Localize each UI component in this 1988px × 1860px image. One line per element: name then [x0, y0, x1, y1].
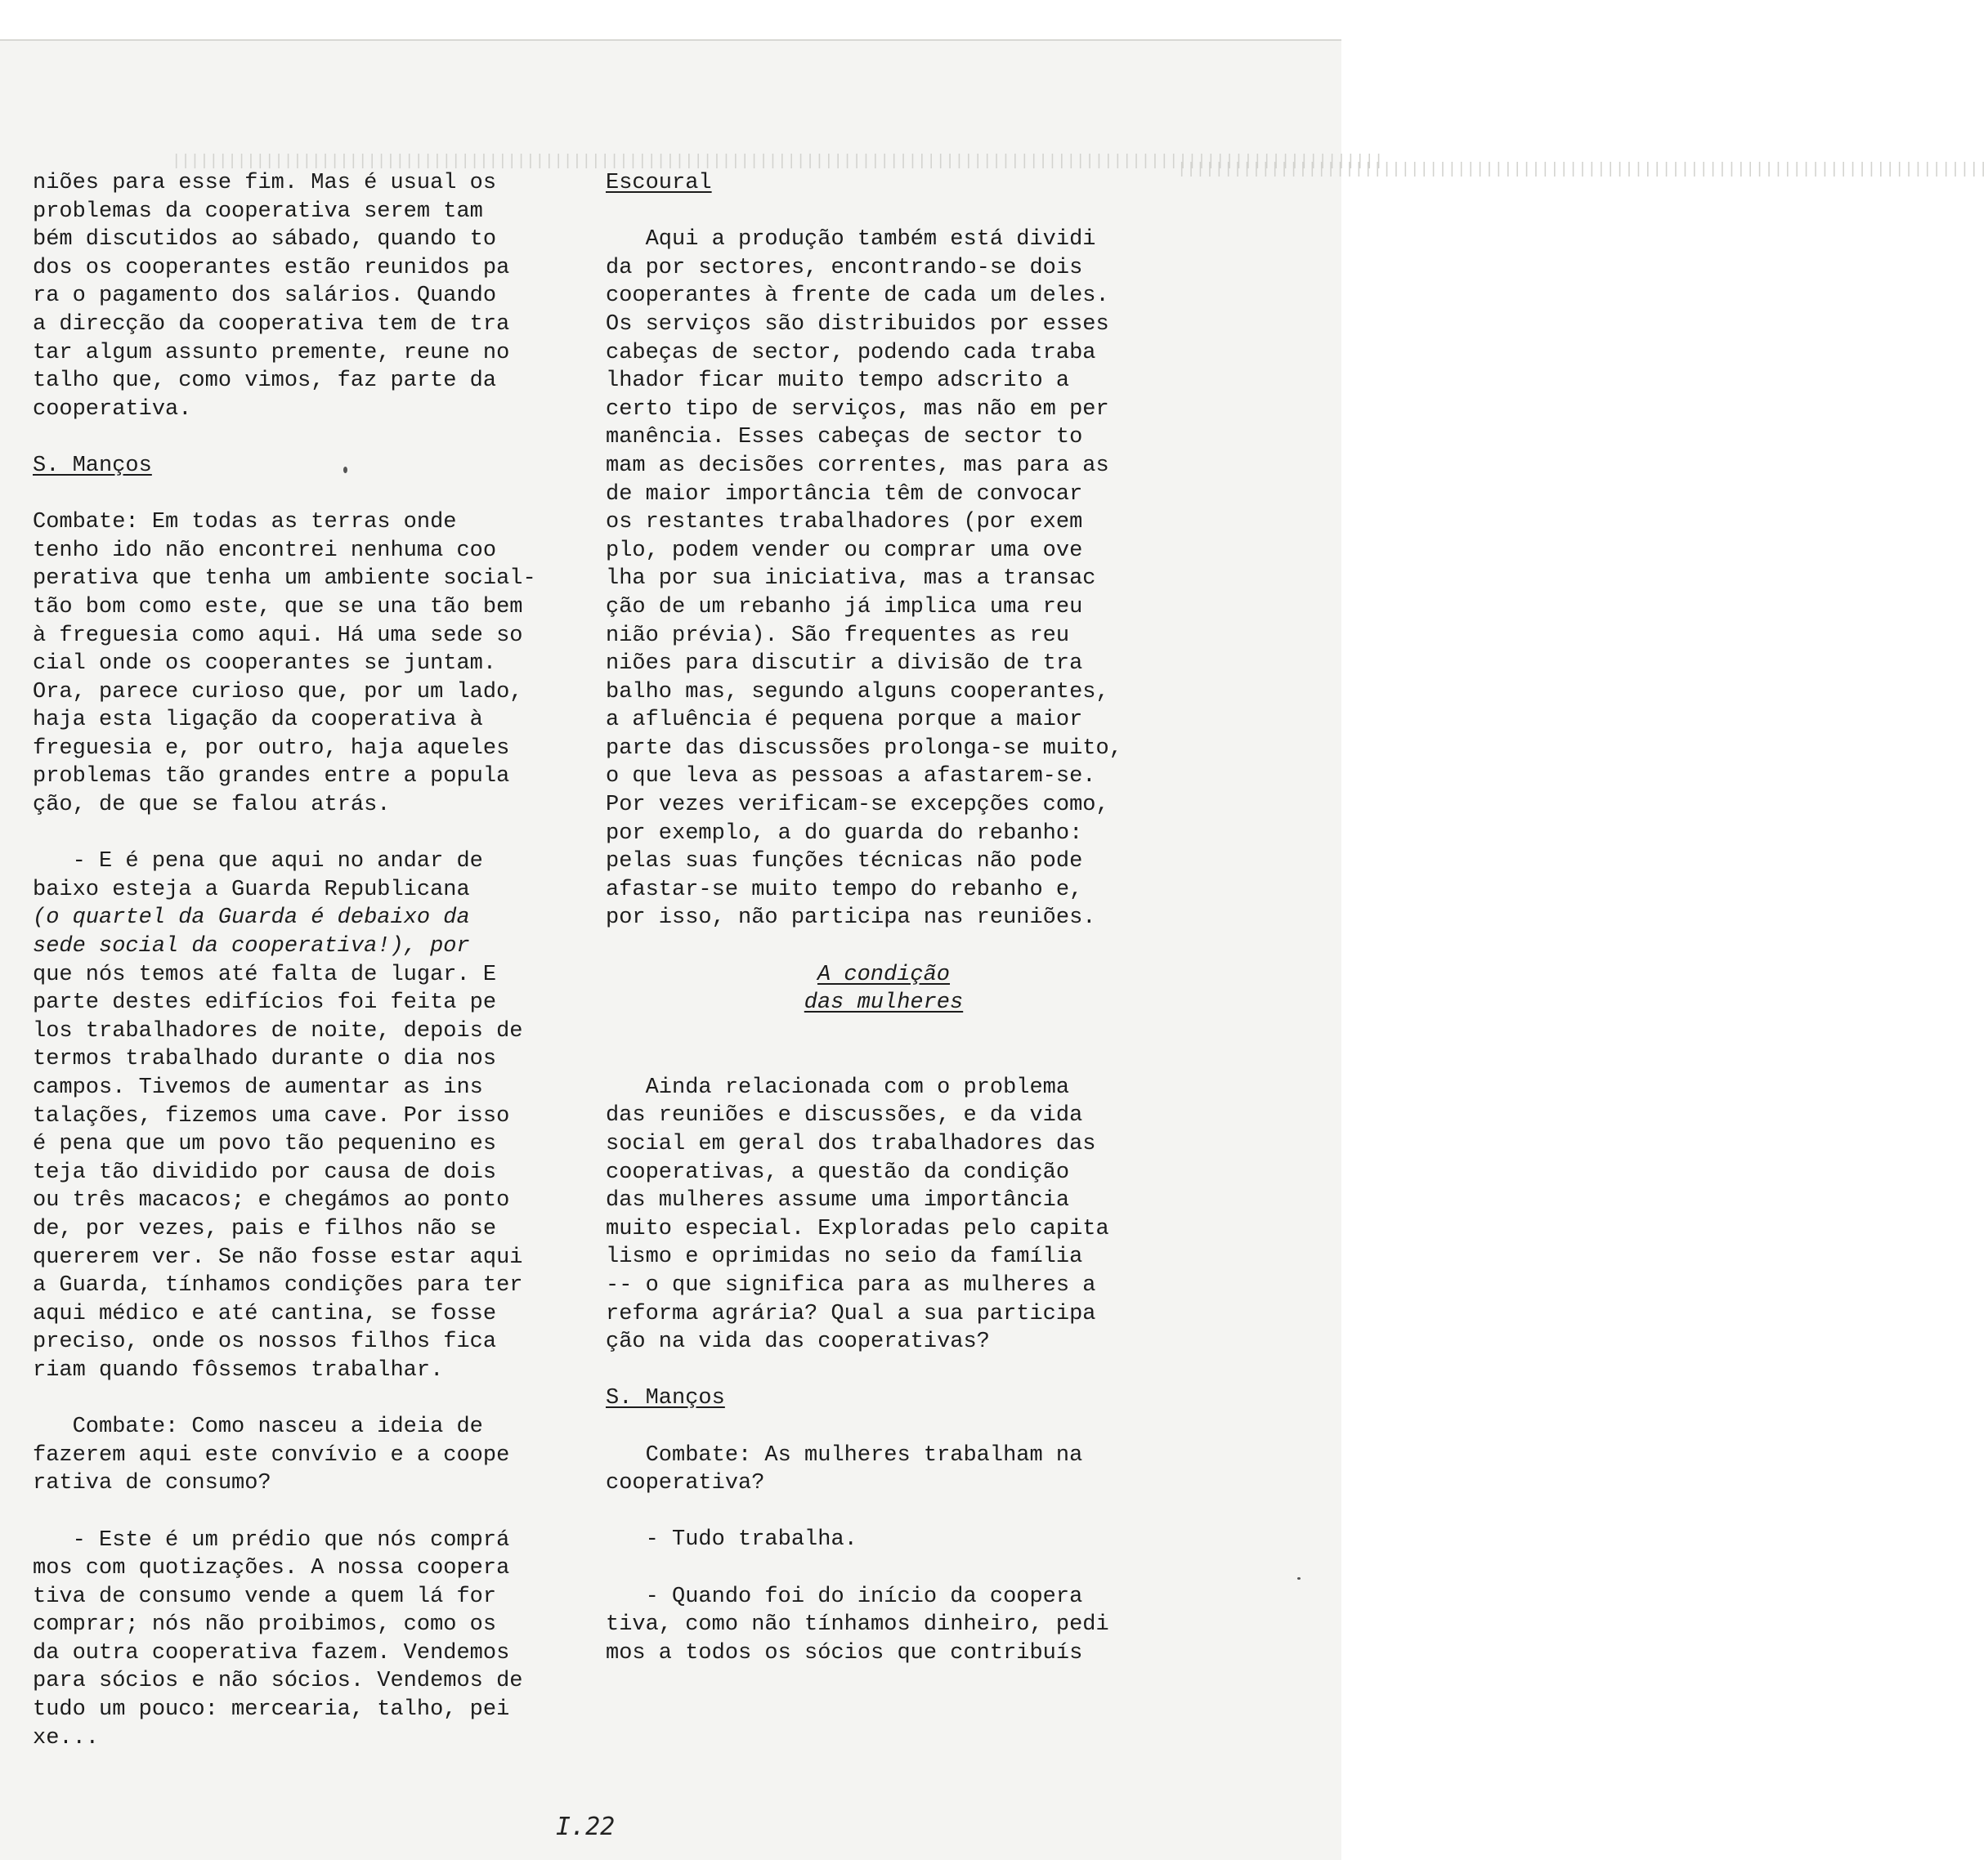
paragraph — [606, 226, 1162, 932]
text-line: Os serviços são distribuidos por esses — [606, 311, 1109, 337]
text-line: tenho ido não encontrei nenhuma coo — [33, 538, 497, 563]
text-line: de maior importância têm de convocar — [606, 481, 1083, 507]
text-line: ra o pagamento dos salários. Quando — [33, 284, 497, 309]
text-line: manência. Esses cabeças de sector to — [606, 425, 1083, 450]
section-heading-text: S. Manços — [33, 453, 152, 478]
text-line: os restantes trabalhadores (por exem — [606, 510, 1083, 535]
text-line: da por sectores, encontrando-se dois — [606, 255, 1083, 280]
text-line: Ora, parece curioso que, por um lado, — [33, 679, 523, 704]
text-line: lhador ficar muito tempo adscrito a — [606, 369, 1070, 394]
text-line: perativa que tenha um ambiente social- — [33, 566, 536, 592]
text-line: reforma agrária? Qual a sua participa — [606, 1301, 1096, 1326]
text-line: a afluência é pequena porque a maior — [606, 708, 1083, 733]
paragraph — [606, 1583, 1162, 1668]
text-line: a direcção da cooperativa tem de tra — [33, 311, 510, 337]
ink-speck — [1297, 1577, 1301, 1580]
text-line: a Guarda, tínhamos condições para ter — [33, 1273, 523, 1299]
text-line: de, por vezes, pais e filhos não se — [33, 1216, 497, 1241]
text-line: parte das discussões prolonga-se muito, — [606, 736, 1122, 761]
text-line: problemas tão grandes entre a popula — [33, 764, 510, 789]
text-line: certo tipo de serviços, mas não em per — [606, 396, 1109, 422]
text-line: por exemplo, a do guarda do rebanho: — [606, 820, 1083, 846]
text-line: tiva, como não tínhamos dinheiro, pedi — [606, 1612, 1109, 1638]
text-line: - Quando foi do início da coopera — [606, 1584, 1083, 1609]
paragraph — [33, 1527, 556, 1753]
text-line: lismo e oprimidas no seio da família — [606, 1245, 1083, 1270]
text-line: quererem ver. Se não fosse estar aqui — [33, 1245, 523, 1270]
text-line: das reuniões e discussões, e da vida — [606, 1103, 1083, 1129]
text-line: da outra cooperativa fazem. Vendemos — [33, 1640, 510, 1666]
paragraph — [606, 1442, 1162, 1498]
section-heading-text: S. Manços — [606, 1386, 725, 1411]
text-line: los trabalhadores de noite, depois de — [33, 1018, 523, 1044]
text-line: mam as decisões correntes, mas para as — [606, 453, 1109, 478]
text-line: Ainda relacionada com o problema — [606, 1075, 1070, 1100]
text-line: - E é pena que aqui no andar de — [33, 849, 483, 874]
text-line: xe... — [33, 1725, 100, 1750]
text-line: à freguesia como aqui. Há uma sede so — [33, 623, 523, 648]
text-line: - Tudo trabalha. — [606, 1527, 857, 1553]
text-line: pelas suas funções técnicas não pode — [606, 849, 1083, 874]
text-line: Aqui a produção também está dividi — [606, 227, 1096, 253]
text-line: dos os cooperantes estão reunidos pa — [33, 255, 510, 280]
text-line: muito especial. Exploradas pelo capita — [606, 1216, 1109, 1241]
text-line: Combate: Em todas as terras onde — [33, 510, 457, 535]
section-title-line: das mulheres — [804, 990, 964, 1016]
page-number: I.22 — [556, 1813, 616, 1841]
section-title — [606, 961, 1162, 1017]
text-line: balho mas, segundo alguns cooperantes, — [606, 679, 1109, 704]
section-heading — [33, 452, 556, 481]
text-line: campos. Tivemos de aumentar as ins — [33, 1075, 483, 1100]
text-line: cial onde os cooperantes se juntam. — [33, 651, 497, 677]
text-line: ção, de que se falou atrás. — [33, 793, 391, 818]
text-line: bém discutidos ao sábado, quando to — [33, 227, 497, 253]
paragraph — [33, 508, 556, 820]
text-line: plo, podem vender ou comprar uma ove — [606, 538, 1083, 563]
text-line: das mulheres assume uma importância — [606, 1188, 1070, 1214]
text-line: por isso, não participa nas reuniões. — [606, 905, 1096, 931]
section-heading — [606, 1384, 1162, 1413]
text-line: para sócios e não sócios. Vendemos de — [33, 1669, 523, 1694]
text-line: haja esta ligação da cooperativa à — [33, 708, 483, 733]
text-line: o que leva as pessoas a afastarem-se. — [606, 764, 1096, 789]
text-line: fazerem aqui este convívio e a coope — [33, 1442, 510, 1468]
text-line: riam quando fôssemos trabalhar. — [33, 1357, 444, 1383]
text-line: - Este é um prédio que nós comprá — [33, 1527, 510, 1553]
text-line: cooperantes à frente de cada um deles. — [606, 284, 1109, 309]
text-line: talações, fizemos uma cave. Por isso — [33, 1103, 510, 1129]
text-line: ção na vida das cooperativas? — [606, 1330, 990, 1355]
text-line: baixo esteja a Guarda Republicana — [33, 877, 470, 902]
text-line: nião prévia). São frequentes as reu — [606, 623, 1070, 648]
section-heading-text: Escoural — [606, 171, 712, 195]
text-line: cooperativas, a questão da condição — [606, 1160, 1070, 1185]
text-line: cooperativa? — [606, 1471, 765, 1496]
section-heading — [606, 169, 1162, 198]
text-line: niões para discutir a divisão de tra — [606, 651, 1083, 677]
text-line: social em geral dos trabalhadores das — [606, 1132, 1096, 1156]
text-line: tão bom como este, que se una tão bem — [33, 594, 523, 619]
text-line: Combate: Como nasceu a ideia de — [33, 1415, 483, 1440]
text-line: niões para esse fim. Mas é usual os — [33, 171, 497, 195]
text-line: (o quartel da Guarda é debaixo da — [33, 905, 470, 931]
text-line: ou três macacos; e chegámos ao ponto — [33, 1188, 510, 1214]
text-line: termos trabalhado durante o dia nos — [33, 1047, 497, 1072]
text-line: teja tão dividido por causa de dois — [33, 1160, 497, 1185]
text-line: cooperativa. — [33, 396, 192, 422]
text-line: -- o que significa para as mulheres a — [606, 1272, 1096, 1298]
text-line: sede social da cooperativa!), por — [33, 934, 470, 959]
show-through-right: ||||||||||||||||||||||||||||||||||||||||||||||||||||||||||||||||||||||||||||||||||||||| — [1177, 160, 1988, 178]
text-line: problemas da cooperativa serem tam — [33, 199, 483, 224]
text-line: cabeças de sector, podendo cada traba — [606, 340, 1096, 365]
text-line: talho que, como vimos, faz parte da — [33, 369, 497, 394]
section-title-line: A condição — [817, 962, 951, 987]
text-line: mos com quotizações. A nossa coopera — [33, 1556, 510, 1581]
text-line: que nós temos até falta de lugar. E — [33, 962, 497, 987]
text-line: preciso, onde os nossos filhos fica — [33, 1330, 497, 1355]
text-line: afastar-se muito tempo do rebanho e, — [606, 877, 1083, 902]
paragraph — [606, 1074, 1162, 1357]
text-line: aqui médico e até cantina, se fosse — [33, 1301, 497, 1326]
right-column — [606, 169, 1162, 1696]
text-line: mos a todos os sócios que contribuís — [606, 1640, 1083, 1666]
paragraph — [606, 1526, 1162, 1554]
text-line: tiva de consumo vende a quem lá for — [33, 1584, 497, 1609]
text-line: rativa de consumo? — [33, 1471, 271, 1496]
paragraph — [33, 169, 556, 423]
paragraph — [33, 1413, 556, 1498]
show-through-left: |||||||||||||||||||||||||||||||||||||||||||||||||||||||||||||||||||||||||||||||||||||||||||||||||||||||||||||||||||||||||||||||||| — [172, 152, 1384, 170]
text-line: lha por sua iniciativa, mas a transac — [606, 566, 1096, 592]
text-line: é pena que um povo tão pequenino es — [33, 1132, 497, 1157]
text-line: parte destes edifícios foi feita pe — [33, 990, 497, 1016]
text-line: Por vezes verificam-se excepções como, — [606, 793, 1109, 818]
text-line: Combate: As mulheres trabalham na — [606, 1442, 1083, 1468]
text-line: comprar; nós não proibimos, como os — [33, 1612, 497, 1638]
text-line: ção de um rebanho já implica uma reu — [606, 594, 1083, 619]
paragraph — [33, 847, 556, 1384]
text-line: freguesia e, por outro, haja aqueles — [33, 736, 510, 761]
text-line: tudo um pouco: mercearia, talho, pei — [33, 1697, 510, 1723]
left-column — [33, 169, 556, 1781]
text-line: tar algum assunto premente, reune no — [33, 340, 510, 365]
